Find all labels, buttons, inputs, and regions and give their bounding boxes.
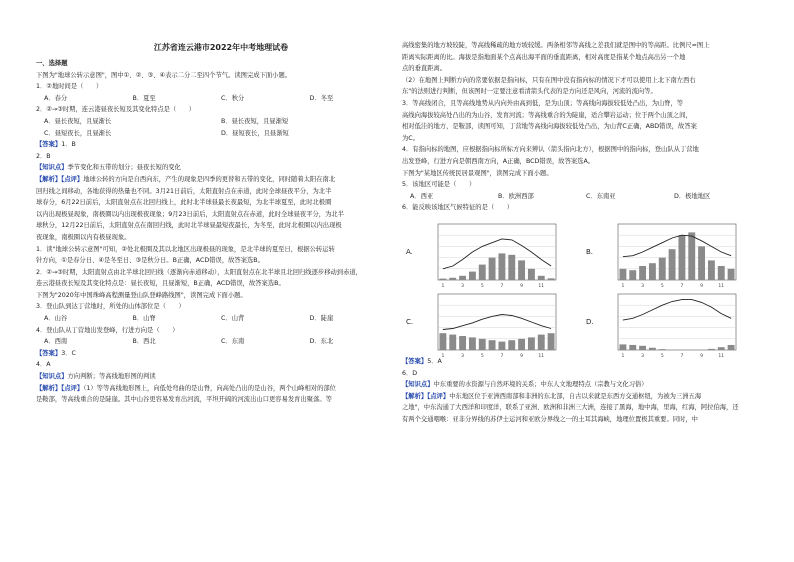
answer-block — [36, 348, 398, 360]
x-tick-label: 11 — [538, 283, 545, 289]
analysis-label: 【解析】【点评】 — [36, 384, 84, 392]
question-1-options — [36, 93, 398, 105]
analysis-line: 4．有指向标的地图，应根据指向标所标方向来辨认（箭头指向北方），根据图中的指向标，登山队从丁营地 — [402, 146, 699, 154]
knowledge-block — [36, 371, 398, 383]
option: C．昼短夜长，且昼渐长 — [44, 129, 112, 137]
analysis-line: 球秋分，12月22日前后，太阳直射点在南回归线，此时北半球昼最短夜最长，为冬至，此时北极圈以内出现极 — [36, 222, 342, 230]
precip-bar — [629, 345, 636, 350]
x-tick-label: 1 — [441, 353, 445, 359]
analysis-label: 【解析】【点评】 — [36, 175, 84, 183]
knowledge-text: 中东重要的水资源与自然环境的关系；中东人文地理特点（宗教与文化习俗） — [433, 381, 648, 389]
precip-bar — [728, 345, 735, 350]
precip-bar — [508, 255, 515, 280]
option: C．东南 — [221, 338, 245, 346]
x-tick-label: 7 — [500, 353, 504, 359]
precip-bar — [528, 337, 535, 350]
chart-panel-letter: A. — [406, 247, 413, 256]
question-2-options-row2 — [36, 128, 398, 140]
question-5: 5．该地区可能是（ ） — [402, 181, 476, 189]
option: D．极地地区 — [674, 192, 711, 200]
knowledge-label: 【知识点】 — [36, 373, 68, 381]
question-4: 4．登山队从丁营地出发登峰，行进方向是（ ） — [36, 326, 179, 334]
option: B．西北 — [132, 338, 156, 346]
analysis-line: 回归线之间移动，各地获得的热量也不同。3月21日前后，太阳直射点在赤道，此时全球昼夜平分，为北半 — [36, 187, 332, 195]
chart-panel-letter: D. — [586, 317, 594, 326]
analysis-line — [402, 391, 762, 403]
answer-text: 3．C — [61, 349, 76, 357]
analysis-line: （2）在地图上判断方向的常要依据是指向标，只有在图中没有指向标的情况下才可以使用上北下南左西右 — [402, 76, 696, 84]
x-tick-label: 9 — [700, 353, 704, 359]
precip-bar — [659, 258, 666, 280]
precip-bar — [449, 278, 456, 280]
option: B．欧洲西部 — [498, 192, 534, 200]
answer-text-2: 6．D — [402, 369, 418, 377]
x-tick-label: 9 — [520, 283, 524, 289]
precip-bar — [619, 269, 626, 280]
precip-bar — [439, 279, 446, 280]
temperature-line — [623, 235, 731, 257]
x-tick-label: 5 — [480, 353, 484, 359]
precip-bar — [469, 272, 476, 280]
question-3: 3．登山队到达丁营地时，所处的山体部位是（ ） — [36, 303, 185, 311]
precip-bar — [678, 235, 685, 280]
knowledge-block — [402, 379, 762, 391]
option: D．东北 — [309, 338, 334, 346]
x-tick-label: 3 — [461, 283, 465, 289]
chart-frame — [438, 224, 556, 280]
analysis-text: （1）等等高线地形图上，向低处弯曲的是山脊，向高处凸出的是山谷，两个山峰相对的部位 — [83, 384, 336, 392]
question-4-options — [36, 336, 398, 348]
chart-panel-letter: C. — [406, 317, 414, 326]
analysis-line: 东"的法则进行判断，但该图时一定要注意看清箭头代表的是方向还是风向，河流的流向等。 — [402, 88, 657, 96]
x-tick-label: 1 — [441, 283, 445, 289]
x-tick-label: 7 — [680, 283, 684, 289]
knowledge-label: 【知识点】 — [36, 164, 68, 172]
precip-bar — [718, 347, 725, 350]
x-tick-label: 5 — [660, 283, 664, 289]
answer-label: 【答案】 — [36, 141, 62, 149]
question-intro: 下图为"地球公转示意图"，图中①、②、③、④表示二分二至四个节气。读图完成下面小题。 — [36, 71, 292, 79]
precip-bar — [548, 278, 555, 280]
question-intro: 下图为"2020年中国珠峰高程测量登山队登峰路线图"，读图完成下面小题。 — [36, 291, 247, 299]
precip-bar — [508, 340, 515, 350]
question-2: 2．②→③时期，连云港昼夜长短及其变化特点是（ ） — [36, 106, 196, 114]
precip-bar — [459, 336, 466, 350]
option: A．山谷 — [44, 315, 68, 323]
x-tick-label: 7 — [680, 353, 684, 359]
x-tick-label: 5 — [480, 283, 484, 289]
option: A．西亚 — [410, 192, 434, 200]
x-tick-label: 5 — [660, 353, 664, 359]
option: A．昼长夜短，且昼渐长 — [44, 117, 112, 125]
analysis-line: 之地"，中东沟通了大西洋和印度洋，联系了亚洲、欧洲和非洲三大洲，连接了黑海，地中海，里海，红海，阿拉伯海，还 — [402, 404, 739, 412]
answer-label: 【答案】 — [402, 357, 428, 365]
precip-bar — [459, 276, 466, 280]
precip-bar — [659, 349, 666, 350]
question-3-options — [36, 313, 398, 325]
analysis-line: 出发登峰，行进方向是朝西南方向，A正确，BCD错误，故答案选A。 — [402, 157, 595, 165]
precip-bar — [698, 246, 705, 280]
precip-bar — [548, 333, 555, 350]
precip-bar — [498, 342, 505, 350]
x-tick-label: 3 — [641, 283, 645, 289]
knowledge-block — [36, 162, 398, 174]
x-tick-label: 11 — [538, 353, 545, 359]
option: A．春分 — [44, 94, 68, 102]
precip-bar — [639, 266, 646, 280]
analysis-line: 高线向海拔较高处凸出的为山谷，发育河流；等高线重合的为陡崖，适合攀岩运动；位于两个山顶之间， — [402, 111, 692, 119]
precip-bar — [498, 253, 505, 280]
question-5-options — [402, 191, 762, 203]
answer-block — [402, 356, 762, 368]
analysis-line: 是鞍部，等高线重合的是陡崖。其中山谷更容易发育出河流，平坦开阔的河流出山口更容易发育出聚落。等 — [36, 396, 332, 404]
precip-bar — [479, 339, 486, 350]
precip-bar — [649, 263, 656, 280]
answer-block — [36, 139, 398, 151]
analysis-line: 有两个交通咽喉：亚非分界线的苏伊士运河和亚欧分界线之一的土耳其海峡，地理位置极其重要。同时，中 — [402, 415, 698, 423]
analysis-line: 球春分，6月22日前后，太阳直射点在北回归线上，此时北半球昼最长夜最短，为北半球夏至，此时北极圈 — [36, 199, 332, 207]
answer-text: 5．A — [427, 357, 442, 365]
analysis-line — [36, 383, 398, 395]
x-tick-label: 7 — [500, 283, 504, 289]
precip-bar — [469, 337, 476, 350]
option: D．昼短夜长，且昼渐短 — [221, 129, 289, 137]
analysis-text: 中东地区位于亚洲西南部和非洲的东北部，自古以来就是东西方交通枢纽，为被为三洲五海 — [449, 392, 702, 400]
climate-charts — [402, 216, 762, 359]
precip-bar — [538, 276, 545, 280]
precip-bar — [629, 270, 636, 280]
analysis-line: 以内出现极昼现象，南极圈以内出现极夜现象；9月23日前后，太阳直射点在赤道，此时全球昼夜平分，为北半 — [36, 210, 344, 218]
precip-bar — [528, 269, 535, 280]
precip-bar — [718, 266, 725, 280]
answer-text-2: 2．B — [36, 152, 51, 160]
option: D．冬至 — [309, 94, 334, 102]
precip-bar — [669, 249, 676, 280]
x-tick-label: 9 — [520, 353, 524, 359]
knowledge-text: 方向判断；等高线地形图的判读 — [67, 373, 156, 381]
option: A．西南 — [44, 338, 68, 346]
temperature-line — [623, 300, 731, 321]
x-tick-label: 11 — [718, 283, 725, 289]
answer-label: 【答案】 — [36, 349, 62, 357]
analysis-line: 相对低洼的地方，是鞍部，读图可知，丁营地等高线向海拔较低处凸出，为山背C正确，ABD错误，故答案 — [402, 123, 697, 131]
doc-title: 江苏省连云港市2022年中考地理试卷 — [153, 43, 289, 52]
analysis-line: 高线密集的地方坡较陡，等高线稀疏的地方坡较缓。两条相邻等高线之差我们就是图中的等高距。比例尺=图上 — [402, 42, 710, 49]
analysis-line: 针方向，①是春分日、④是冬至日、③是秋分日。B正确，ACD错误，故答案选B。 — [36, 257, 264, 265]
knowledge-text: 季节变化和五带的划分；昼夜长短的变化 — [67, 164, 181, 172]
question-intro: 下图为"某地区传统民居景观图"，读图完成下面小题。 — [402, 169, 553, 177]
chart-panel-letter: B. — [586, 247, 594, 256]
right-column — [402, 40, 762, 425]
temperature-line — [443, 239, 551, 269]
x-tick-label: 1 — [621, 283, 625, 289]
analysis-line: 为C。 — [402, 134, 419, 142]
precip-bar — [489, 258, 496, 280]
analysis-line: 点的垂直距离。 — [402, 65, 447, 73]
temperature-line — [443, 314, 551, 329]
answer-text-2: 4．A — [36, 361, 51, 369]
precip-bar — [688, 232, 695, 280]
analysis-line: 2．②→③时期，太阳直射点由北半球北回归线（逐渐向赤道移动），太阳直射点在北半球且北回归线逐步移动到赤道， — [36, 268, 362, 276]
x-tick-label: 1 — [621, 353, 625, 359]
analysis-line — [36, 174, 398, 186]
precip-bar — [649, 348, 656, 350]
knowledge-label: 【知识点】 — [402, 381, 434, 389]
option: C．东南亚 — [586, 192, 616, 200]
option: C．山背 — [221, 315, 245, 323]
question-1: 1．②地时间是（ ） — [36, 83, 103, 91]
precip-bar — [619, 344, 626, 350]
question-6: 6．能反映该地区气候特征的是（ ） — [402, 204, 514, 212]
precip-bar — [479, 265, 486, 280]
analysis-text: 地球公转的方向是自西向东，产生的现象是四季的更替和五带的变化，同时随着太阳在南北 — [83, 175, 336, 183]
option: B．山脊 — [132, 315, 156, 323]
x-tick-label: 3 — [641, 353, 645, 359]
precip-bar — [538, 335, 545, 350]
climate-charts-svg — [402, 216, 762, 359]
option: C．秋分 — [221, 94, 245, 102]
answer-text: 1．B — [61, 141, 76, 149]
precip-bar — [518, 339, 525, 350]
question-2-options-row1 — [36, 116, 398, 128]
precip-bar — [728, 269, 735, 280]
option: D．陡崖 — [309, 315, 334, 323]
precip-bar — [518, 260, 525, 280]
analysis-line: 1．读"地球公转示意图"可知，②处北极圈及其以北地区出现极昼的现象，是北半球的夏至日，根据公转运转 — [36, 245, 335, 253]
precip-bar — [439, 333, 446, 350]
analysis-line: 夜现象，南极圈以内有极昼现象。 — [36, 233, 131, 241]
left-column — [36, 58, 398, 406]
x-tick-label: 9 — [700, 283, 704, 289]
precip-bar — [708, 349, 715, 350]
analysis-line: 距离实际距离的比。海拔是指地面某个点高出海平面的垂直距离，相对高度是指某个地点高出另一个地 — [402, 53, 686, 61]
precip-bar — [489, 340, 496, 350]
precip-bar — [449, 335, 456, 350]
x-tick-label: 11 — [718, 353, 725, 359]
option: B．夏至 — [132, 94, 156, 102]
chart-frame — [618, 294, 736, 350]
option: B．昼长夜短，且昼渐短 — [221, 117, 289, 125]
analysis-line: 3．等高线闭合，且等高线地势从内向外由高到低，是为山顶；等高线向海拔较低处凸出，为山脊，等 — [402, 99, 684, 107]
analysis-label: 【解析】【点评】 — [402, 392, 450, 400]
precip-bar — [708, 260, 715, 280]
x-tick-label: 3 — [461, 353, 465, 359]
precip-bar — [639, 346, 646, 350]
section-heading: 一、选择题 — [36, 60, 68, 67]
analysis-line: 连云港昼夜长短及其变化特点是：昼长夜短，且昼渐短，B正确，ACD错误，故答案选B。 — [36, 280, 285, 288]
